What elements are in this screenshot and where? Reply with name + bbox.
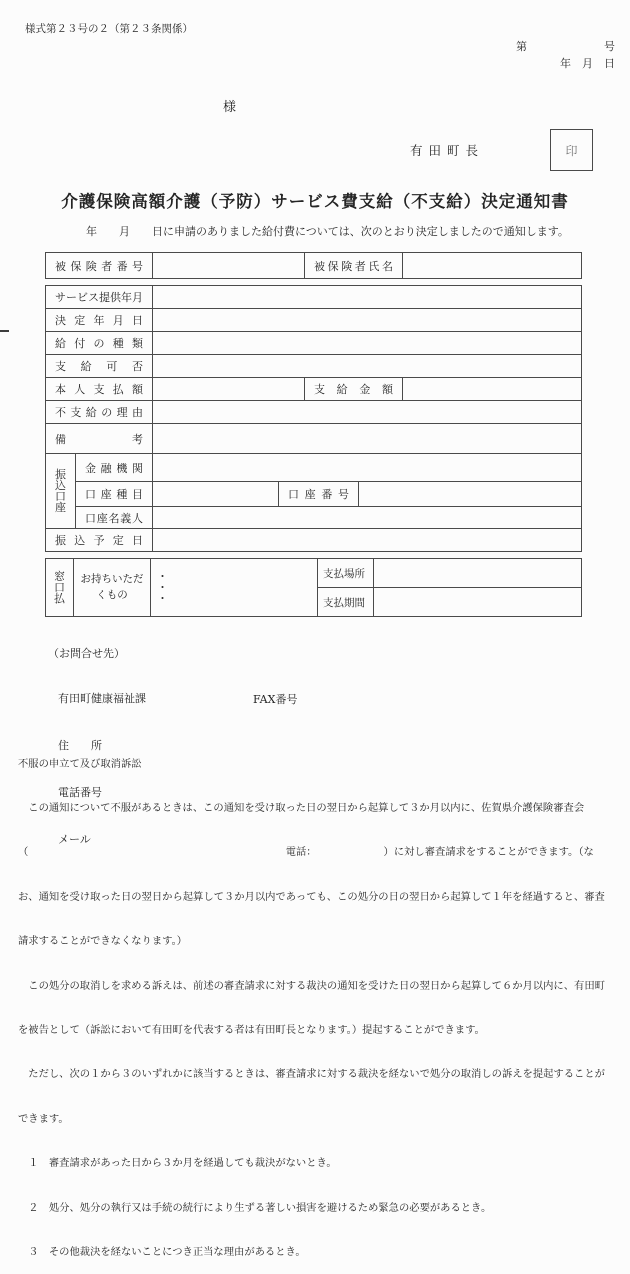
benefit-type-value — [153, 332, 582, 355]
financial-institution-value — [153, 454, 582, 482]
contact-phone-label: 電話番号 — [58, 785, 102, 799]
form-number: 様式第２３号の２（第２３条関係） — [25, 23, 193, 35]
legal-line: お、通知を受け取った日の翌日から起算して３か月以内であっても、この処分の日の翌日から起算して１年を経過すると、審査 — [18, 890, 605, 903]
insured-number-label: 被保険者番号 — [46, 253, 153, 279]
payment-period-value — [374, 588, 582, 617]
legal-line: を被告として（訴訟において有田町を代表する者は有田町長となります。）提起することができます。 — [18, 1023, 485, 1036]
payment-place-value — [374, 559, 582, 588]
items-to-bring-list — [151, 559, 318, 617]
decision-date-value — [153, 309, 582, 332]
insured-table — [45, 252, 582, 279]
table-row — [46, 529, 582, 552]
contact-heading: （お問合せ先） — [48, 647, 125, 660]
table-row — [46, 424, 582, 454]
remarks-value — [153, 424, 582, 454]
legal-line: この処分の取消しを求める訴えは、前述の審査請求に対する裁決の通知を受けた日の翌日から起算して６か月以内に、有田町 — [18, 979, 605, 992]
approval-label: 支給可否 — [46, 355, 153, 378]
legal-line: ２ 処分、処分の執行又は手続の続行により生ずる著しい損害を避けるため緊急の必要があるとき。 — [18, 1201, 492, 1214]
legal-line: この通知について不服があるときは、この通知を受け取った日の翌日から起算して３か月以内に、佐賀県介護保険審査会 — [18, 801, 585, 814]
counter-payment-table — [45, 558, 582, 617]
table-row — [46, 332, 582, 355]
addressee-suffix: 様 — [223, 100, 237, 115]
payment-amount-label: 支給金額 — [305, 378, 403, 401]
mayor-name: 有田町長 — [410, 143, 485, 158]
legal-line: （ 電話： ）に対し審査請求をすることができます。（な — [18, 846, 594, 859]
table-row — [46, 482, 582, 507]
service-month-label: サービス提供年月 — [46, 286, 153, 309]
table-row — [46, 309, 582, 332]
insured-number-value — [153, 253, 305, 279]
legal-line: ３ その他裁決を経ないことにつき正当な理由があるとき。 — [18, 1245, 306, 1258]
contact-email-label: メール — [58, 832, 91, 846]
punch-mark — [0, 330, 9, 332]
service-month-value — [153, 286, 582, 309]
table-row — [46, 378, 582, 401]
transfer-date-label: 振込予定日 — [46, 529, 153, 552]
counter-payment-group-label: 窓 口 払 — [46, 559, 74, 617]
legal-heading: 不服の申立て及び取消訴訟 — [18, 757, 142, 770]
legal-line: ただし、次の１から３のいずれかに該当するときは、審査請求に対する裁決を経ないで処分の取消しの訴えを提起することが — [18, 1068, 605, 1081]
denial-reason-value — [153, 401, 582, 424]
self-payment-label: 本人支払額 — [46, 378, 153, 401]
account-number-label: 口座番号 — [279, 482, 359, 507]
decision-date-label: 決定年月日 — [46, 309, 153, 332]
account-holder-label: 口座名義人 — [76, 507, 153, 529]
legal-line: １ 審査請求があった日から３か月を経過しても裁決がないとき。 — [18, 1157, 337, 1170]
decision-table — [45, 285, 582, 552]
transfer-date-value — [153, 529, 582, 552]
transfer-account-group-label: 振 込 口 座 — [46, 454, 76, 529]
table-row — [46, 253, 582, 279]
legal-line: できます。 — [18, 1112, 69, 1125]
account-type-label: 口座種目 — [76, 482, 153, 507]
payment-place-label: 支払場所 — [318, 559, 374, 588]
contact-fax-label: FAX番号 — [253, 693, 298, 706]
seal-label: 印 — [565, 143, 578, 158]
table-row — [46, 507, 582, 529]
insured-name-value — [403, 253, 582, 279]
seal-box — [550, 129, 593, 171]
document-number: 第 号 — [516, 40, 615, 53]
table-row — [46, 355, 582, 378]
contact-address-label: 住 所 — [58, 738, 102, 752]
table-row — [46, 286, 582, 309]
contact-department: 有田町健康福祉課 — [58, 692, 146, 706]
financial-institution-label: 金融機関 — [76, 454, 153, 482]
payment-period-label: 支払期間 — [318, 588, 374, 617]
account-type-value — [153, 482, 279, 507]
denial-reason-label: 不支給の理由 — [46, 401, 153, 424]
table-row — [46, 401, 582, 424]
items-to-bring-label: お持ちいただ くもの — [74, 559, 151, 617]
payment-amount-value — [403, 378, 582, 401]
self-payment-value — [153, 378, 305, 401]
table-row — [46, 559, 582, 588]
table-row — [46, 454, 582, 482]
issue-date: 年 月 日 — [560, 57, 615, 70]
intro-text: 年 月 日に申請のありました給付費については、次のとおり決定しましたので通知します。 — [86, 225, 569, 238]
page-title: 介護保険高額介護（予防）サービス費支給（不支給）決定通知書 — [61, 192, 569, 211]
approval-value — [153, 355, 582, 378]
account-holder-value — [153, 507, 582, 529]
legal-section — [18, 727, 624, 1274]
remarks-label: 備考 — [46, 424, 153, 454]
bullet: ・ — [157, 592, 168, 605]
benefit-type-label: 給付の種類 — [46, 332, 153, 355]
legal-line: 請求することができなくなります。） — [18, 935, 188, 948]
insured-name-label: 被保険者氏名 — [305, 253, 403, 279]
bullet: ・ — [157, 570, 168, 583]
account-number-value — [359, 482, 582, 507]
bullet: ・ — [157, 581, 168, 594]
